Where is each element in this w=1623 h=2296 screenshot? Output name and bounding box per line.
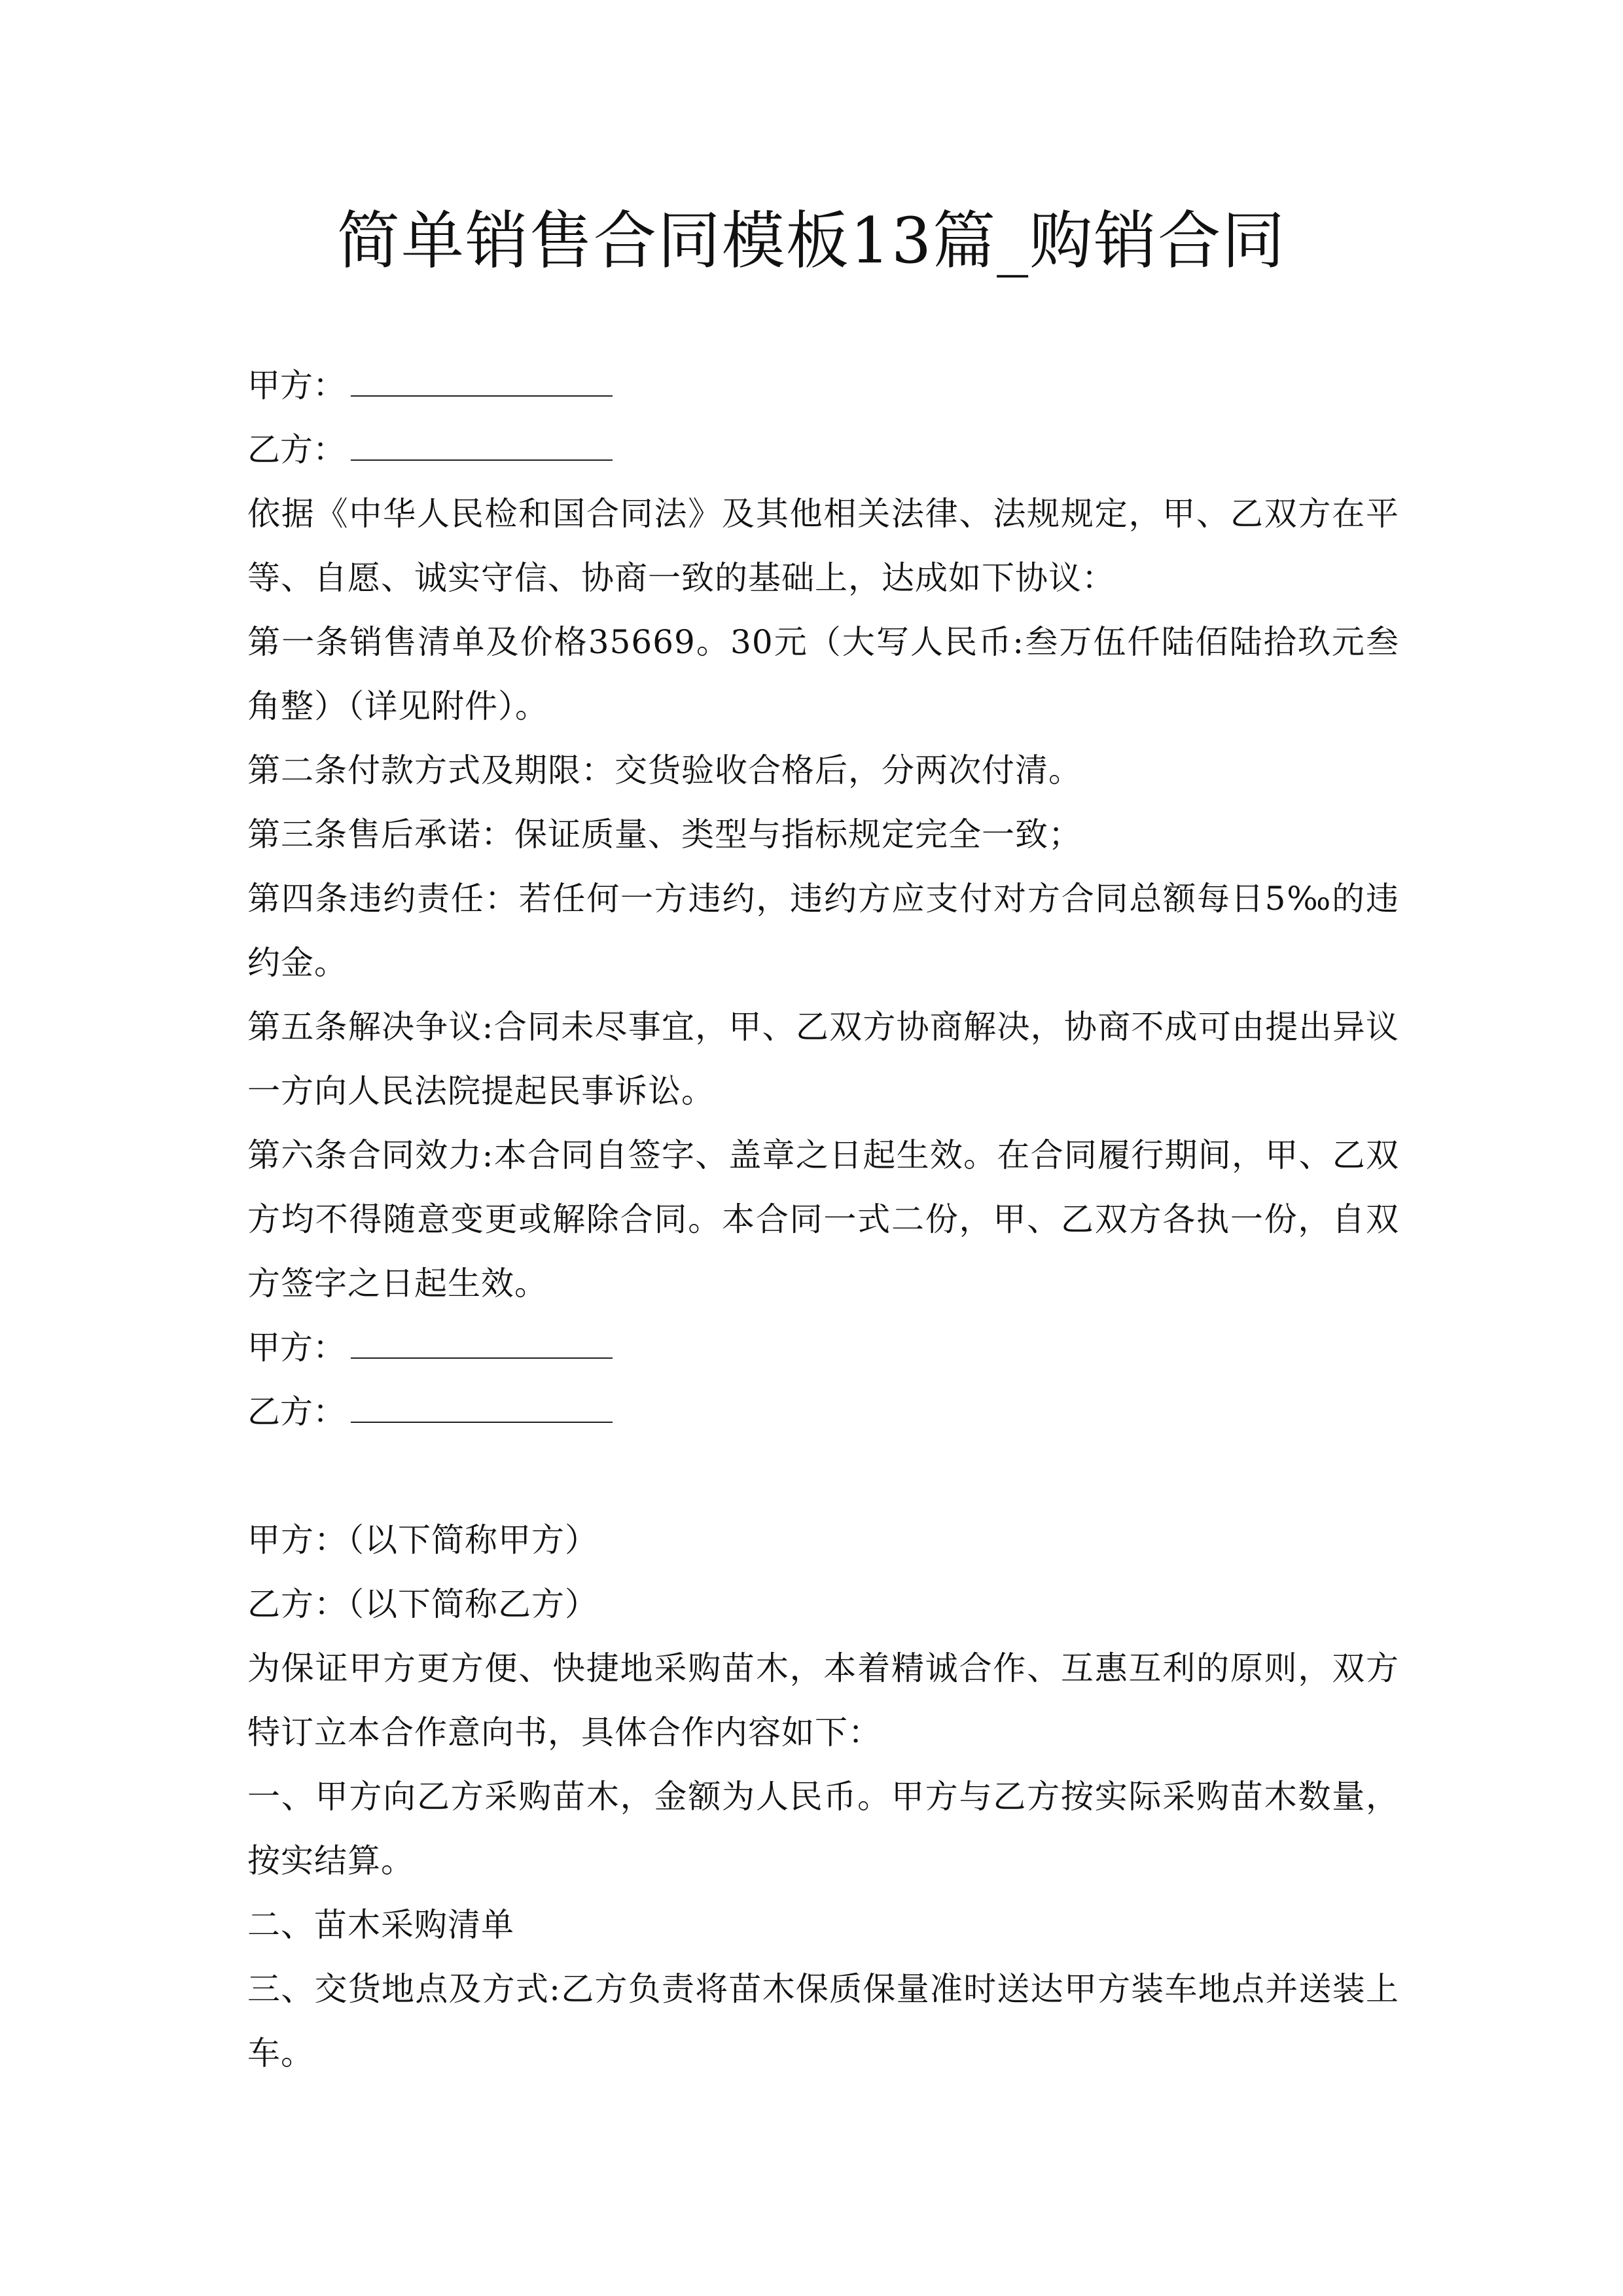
intro-paragraph: 为保证甲方更方便、快捷地采购苗木，本着精诚合作、互惠互利的原则，双方特订立本合作意向书，具体合作内容如下： xyxy=(247,1649,1399,1751)
party-a-blank xyxy=(351,359,613,397)
sign-party-a-line xyxy=(247,1316,1399,1380)
party-a-label: 甲方： xyxy=(247,367,346,404)
sign-party-b-line xyxy=(247,1380,1399,1444)
party-a-line xyxy=(247,353,1399,418)
second-party-b-line: 乙方：（以下简称乙方） xyxy=(247,1585,598,1623)
sign-party-b-label: 乙方： xyxy=(247,1393,346,1431)
sign-party-a-blank xyxy=(351,1321,613,1359)
party-b-blank xyxy=(351,423,613,461)
preamble-paragraph: 依据《中华人民检和国合同法》及其他相关法律、法规规定，甲、乙双方在平等、自愿、诚实守信、协商一致的基础上，达成如下协议： xyxy=(247,495,1399,597)
document-title: 简单销售合同模板13篇_购销合同 xyxy=(336,204,1287,278)
document-body xyxy=(247,353,1399,2085)
clause-1: 第一条销售清单及价格35669。30元（大写人民币:叁万伍仟陆佰陆拾玖元叁角整）（详见附件）。 xyxy=(247,623,1399,725)
party-b-label: 乙方： xyxy=(247,431,346,469)
sign-party-b-blank xyxy=(351,1385,613,1423)
clause-6: 第六条合同效力:本合同自签字、盖章之日起生效。在合同履行期间，甲、乙双方均不得随意变更或解除合同。本合同一式二份，甲、乙双方各执一份，自双方签字之日起生效。 xyxy=(247,1136,1399,1302)
clause-3: 第三条售后承诺：保证质量、类型与指标规定完全一致； xyxy=(247,816,1082,853)
item-3: 三、交货地点及方式:乙方负责将苗木保质保量准时送达甲方装车地点并送装上车。 xyxy=(247,1970,1399,2072)
sign-party-a-label: 甲方： xyxy=(247,1329,346,1367)
party-b-line xyxy=(247,418,1399,482)
second-party-a-line: 甲方：（以下简称甲方） xyxy=(247,1521,598,1559)
clause-4: 第四条违约责任：若任何一方违约，违约方应支付对方合同总额每日5‰的违约金。 xyxy=(247,880,1399,982)
item-1: 一、甲方向乙方采购苗木，金额为人民币。甲方与乙方按实际采购苗木数量，按实结算。 xyxy=(247,1778,1399,1880)
section-gap xyxy=(247,1444,1399,1508)
item-2: 二、苗木采购清单 xyxy=(247,1906,514,1944)
clause-5: 第五条解决争议:合同未尽事宜，甲、乙双方协商解决，协商不成可由提出异议一方向人民法院提起民事诉讼。 xyxy=(247,1008,1399,1110)
clause-2: 第二条付款方式及期限：交货验收合格后，分两次付清。 xyxy=(247,751,1082,789)
